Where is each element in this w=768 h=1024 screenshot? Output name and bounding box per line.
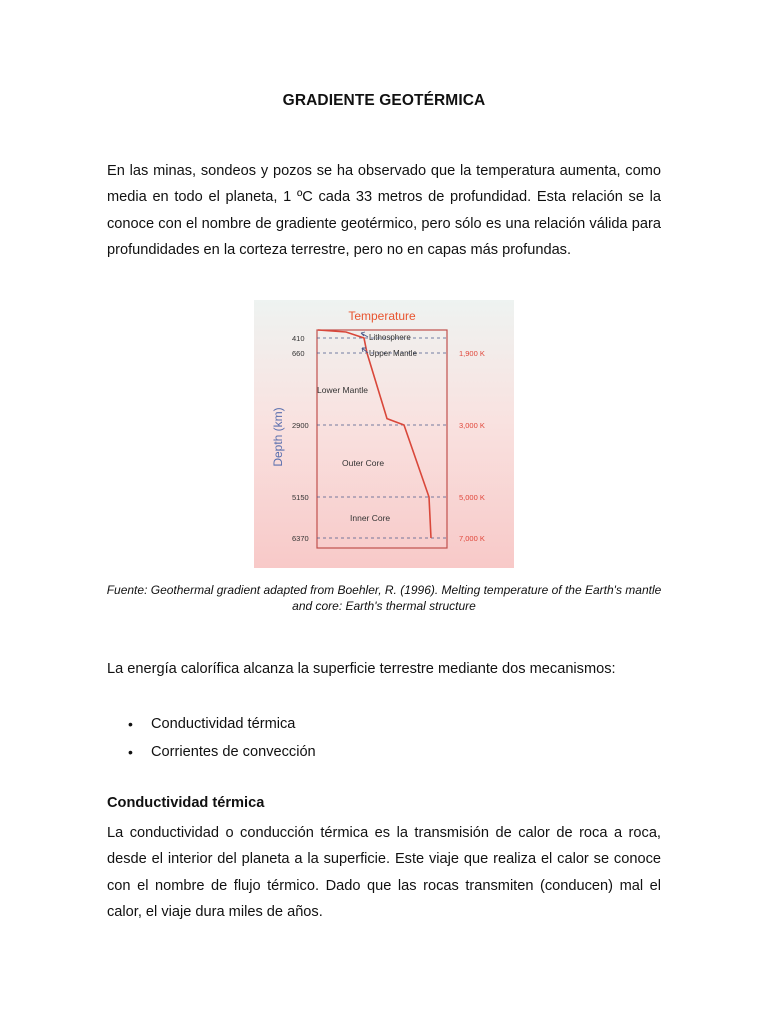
bullet-glyph: • <box>128 744 133 760</box>
list-item <box>128 710 316 738</box>
conductivity-paragraph: La conductividad o conducción térmica es la transmisión de calor de roca a roca, desde el interior del planeta a la superficie. Este viaje que realiza el calor se conoce con el nombre de flujo térmico. Dado que las rocas transmiten (conducen) mal el calor, el viaje dura miles de años. <box>107 825 661 920</box>
list-item <box>128 738 316 766</box>
layer-label-lithosphere: Lithosphere <box>369 333 411 342</box>
geothermal-chart <box>254 300 514 568</box>
figure-caption: Fuente: Geothermal gradient adapted from Boehler, R. (1996). Melting temperature of the Earth's mantle and core: Earth's thermal structure <box>106 583 662 613</box>
bullet-glyph: • <box>128 716 133 732</box>
depth-tick-label: 6370 <box>292 534 309 543</box>
depth-tick-label: 5150 <box>292 493 309 502</box>
depth-tick-label: 660 <box>292 349 305 358</box>
layer-label-inner-core: Inner Core <box>350 513 391 523</box>
geothermal-gradient-figure <box>254 300 514 568</box>
depth-tick-label: 410 <box>292 334 305 343</box>
list-item-text: Conductividad térmica <box>151 716 296 732</box>
temperature-tick-label: 7,000 K <box>459 534 485 543</box>
depth-tick-label: 2900 <box>292 421 309 430</box>
document-title: GRADIENTE GEOTÉRMICA <box>282 92 486 109</box>
section-heading: Conductividad térmica <box>107 795 265 811</box>
y-axis-label: Depth (km) <box>271 407 285 467</box>
intro-paragraph: En las minas, sondeos y pozos se ha observado que la temperatura aumenta, como media en todo el planeta, 1 ºC cada 33 metros de profundidad. Esta relación se la conoce con el nombre de gradiente geotérmico, pero sólo es una relación válida para profundidades en la corteza terrestre, pero no en capas más profundas. <box>107 163 661 258</box>
mechanisms-paragraph: La energía calorífica alcanza la superficie terrestre mediante dos mecanismos: <box>107 661 616 677</box>
layer-label-upper-mantle: Upper Mantle <box>369 349 418 358</box>
temperature-tick-label: 3,000 K <box>459 421 485 430</box>
layer-label-lower-mantle: Lower Mantle <box>317 385 369 395</box>
temperature-tick-label: 5,000 K <box>459 493 485 502</box>
layer-label-outer-core: Outer Core <box>342 458 385 468</box>
chart-title: Temperature <box>348 309 416 323</box>
list-item-text: Corrientes de convección <box>151 744 316 760</box>
temperature-tick-label: 1,900 K <box>459 349 485 358</box>
mechanisms-list <box>128 710 316 766</box>
